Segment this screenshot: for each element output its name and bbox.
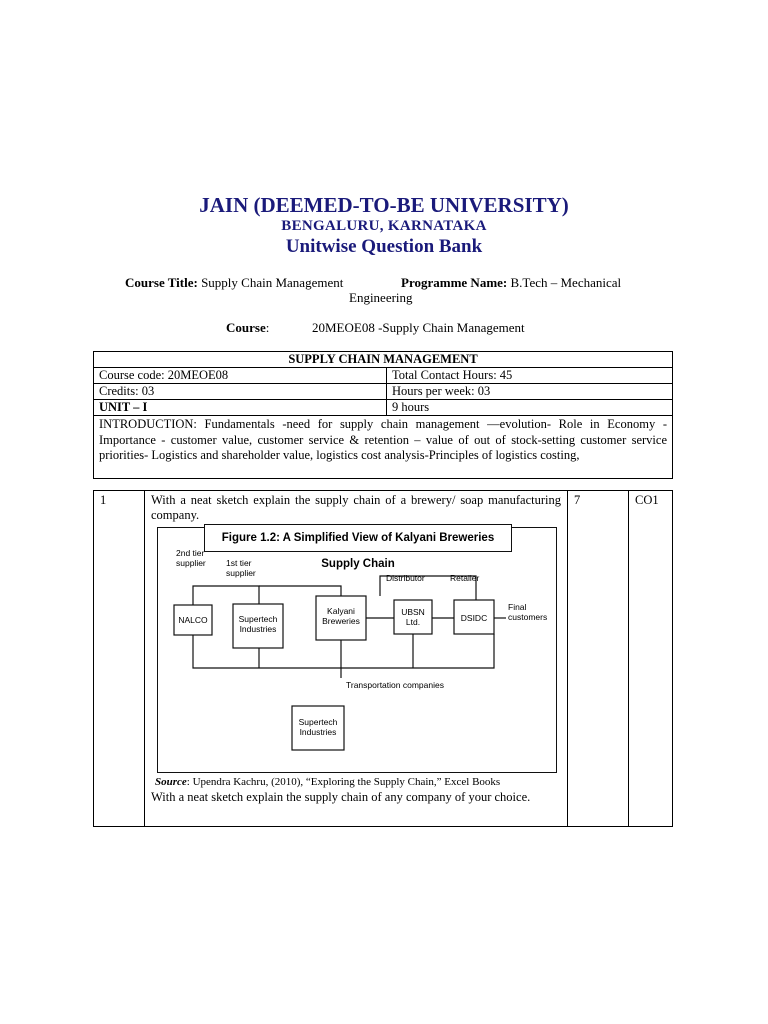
tier2-label: 2nd tier supplier (176, 548, 206, 568)
course-label: Course (226, 320, 266, 335)
university-name: JAIN (DEEMED-TO-BE UNIVERSITY) (199, 193, 569, 217)
followup-question: With a neat sketch explain the supply chain of any company of your choice. (151, 790, 531, 804)
syllabus-cell: INTRODUCTION: Fundamentals -need for supply chain management —evolution- Role in Economy - Importance - customer value, customer service & retention – value of out of stock-setting customer service priorities- Logistics and shareholder value, logistics cost analysis-Principles of logistics costing, (94, 416, 673, 479)
final-customers-label: Final customers (508, 602, 548, 622)
distributor-label: Distributor (386, 573, 425, 583)
nalco-label: NALCO (178, 615, 208, 625)
unit-hours-cell: 9 hours (387, 400, 673, 416)
source-label: Source (155, 776, 187, 788)
supertech2-label: Supertech Industries (298, 717, 338, 737)
question-co: CO1 (629, 491, 673, 827)
table-row (94, 491, 673, 827)
programme-value: B.Tech – Mechanical (510, 275, 622, 290)
kalyani-label: Kalyani Breweries (322, 606, 360, 626)
programme-label: Programme Name: (401, 275, 508, 290)
question-cell (145, 491, 568, 827)
transport-label: Transportation companies (346, 680, 444, 690)
document-title: Unitwise Question Bank (285, 236, 483, 257)
credits-cell: Credits: 03 (94, 384, 387, 400)
contact-hours-cell: Total Contact Hours: 45 (387, 368, 673, 384)
table-title: SUPPLY CHAIN MANAGEMENT (94, 352, 673, 368)
course-code-cell: Course code: 20MEOE08 (94, 368, 387, 384)
question-table (93, 490, 673, 827)
supertech-label: Supertech Industries (238, 614, 278, 634)
source-text: : Upendra Kachru, (2010), “Exploring the Supply Chain,” Excel Books (186, 776, 501, 788)
unit-cell: UNIT – I (94, 400, 387, 416)
figure-source (155, 775, 561, 790)
connector (193, 634, 494, 668)
course-line: Course: 20MEOE08 -Supply Chain Management (226, 320, 525, 335)
course-title-label: Course Title: (125, 275, 198, 290)
retailer-label: Retailer (450, 573, 480, 583)
supply-chain-figure (157, 527, 557, 773)
question-marks: 7 (568, 491, 629, 827)
question-number: 1 (94, 491, 145, 827)
question-text: With a neat sketch explain the supply chain of a brewery/ soap manufacturing company. (151, 493, 561, 522)
ubsn-label: UBSN Ltd. (401, 607, 425, 627)
connector (259, 586, 341, 596)
programme-name (401, 275, 621, 291)
course-value: 20MEOE08 -Supply Chain Management (312, 320, 525, 335)
dsidc-label: DSIDC (460, 613, 488, 623)
programme-value-continued: Engineering (349, 290, 413, 305)
university-location: BENGALURU, KARNATAKA (281, 218, 487, 234)
supply-chain-diagram (158, 528, 558, 774)
tier1-label: 1st tier supplier (226, 558, 256, 578)
course-title-line (125, 275, 622, 291)
connector (193, 586, 259, 605)
figure-title: Figure 1.2: A Simplified View of Kalyani Breweries Supply Chain (204, 524, 512, 552)
hours-week-cell: Hours per week: 03 (387, 384, 673, 400)
course-info-table (93, 351, 673, 479)
course-title-value: Supply Chain Management (201, 275, 344, 290)
